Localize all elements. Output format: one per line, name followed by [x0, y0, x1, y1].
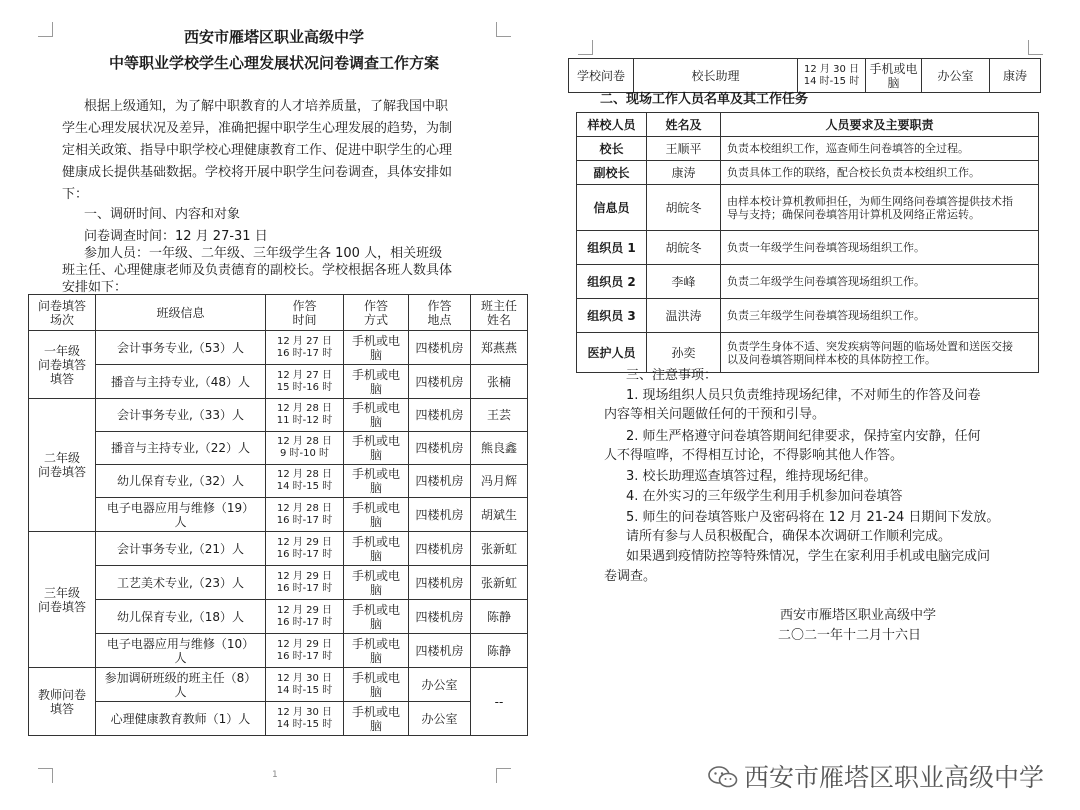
intro-line: 健康成长提供基础数据。学校将开展中职学生问卷调查，具体安排如	[62, 165, 453, 180]
mode-cell: 手机或电 脑	[344, 399, 409, 432]
name-cell: 胡皖冬	[647, 185, 721, 231]
header-role: 样校人员	[577, 113, 647, 137]
duty-cell: 负责二年级学生问卷填答现场组织工作。	[721, 265, 1039, 299]
intro-line: 下：	[62, 187, 89, 202]
duty-cell: 负责三年级学生问卷填答现场组织工作。	[721, 299, 1039, 333]
class-info: 播音与主持专业,（22）人	[96, 432, 266, 465]
group-cell-grade3: 三年级 问卷填答	[29, 532, 96, 668]
table-header-row	[577, 113, 1039, 137]
table-row	[577, 265, 1039, 299]
class-info: 幼儿保育专业,（18）人	[96, 600, 266, 634]
place-cell: 四楼机房	[409, 634, 471, 668]
time-cell: 12 月 28 日 9 时-10 时	[266, 432, 344, 465]
teacher-cell: 郑燕燕	[471, 331, 528, 365]
class-info: 会计事务专业,（21）人	[96, 532, 266, 566]
intro-line: 定相关政策、指导中职学校心理健康教育工作、促进中职学生的心理	[62, 143, 453, 158]
table-row	[569, 59, 1041, 93]
note-line: 3. 校长助理巡查填答过程，维持现场纪律。	[626, 469, 877, 484]
wechat-icon	[708, 765, 738, 787]
place-cell: 四楼机房	[409, 331, 471, 365]
table-row	[29, 600, 528, 634]
name-cell: 温洪涛	[647, 299, 721, 333]
role-cell: 校长	[577, 137, 647, 161]
class-info: 参加调研班级的班主任（8） 人	[96, 668, 266, 702]
role-cell: 医护人员	[577, 333, 647, 373]
teacher-cell: 张新虹	[471, 532, 528, 566]
mode-cell: 手机或电 脑	[344, 532, 409, 566]
teacher-cell: 张楠	[471, 365, 528, 399]
place-cell: 四楼机房	[409, 399, 471, 432]
time-cell: 12 月 27 日 15 时-16 时	[266, 365, 344, 399]
time-cell: 12 月 28 日 11 时-12 时	[266, 399, 344, 432]
table-row	[29, 668, 528, 702]
watermark-text: 西安市雁塔区职业高级中学	[743, 763, 1044, 792]
note-line: 请所有参与人员积极配合，确保本次调研工作顺利完成。	[626, 529, 952, 544]
note-line: 2. 师生严格遵守问卷填答期间纪律要求，保持室内安静，任何	[626, 429, 981, 444]
notes-heading: 三、注意事项：	[626, 368, 718, 383]
mode-cell: 手机或电 脑	[344, 365, 409, 399]
crop-mark	[1028, 40, 1043, 55]
mode-cell: 手机或电 脑	[344, 566, 409, 600]
intro-line: 根据上级通知，为了解中职教育的人才培养质量，了解我国中职	[84, 99, 449, 114]
time-cell: 12 月 28 日 14 时-15 时	[266, 465, 344, 498]
note-line: 4. 在外实习的三年级学生利用手机参加问卷填答	[626, 489, 903, 504]
intro-line: 学生心理发展状况及差异，准确把握中职学生心理发展的趋势，为制	[62, 121, 453, 136]
duty-cell: 由样本校计算机教师担任，为师生网络问卷填答提供技术指 导与支持；确保问卷填答用计算机及网络正常运转。	[721, 185, 1039, 231]
table-row	[29, 702, 528, 736]
time-cell: 12 月 29 日 16 时-17 时	[266, 532, 344, 566]
header-duty: 人员要求及主要职责	[721, 113, 1039, 137]
staff-table	[576, 112, 1039, 373]
teacher-cell: 康涛	[990, 59, 1041, 93]
mode-cell: 手机或电 脑	[344, 432, 409, 465]
schedule-table	[28, 294, 528, 736]
teacher-cell: 张新虹	[471, 566, 528, 600]
class-info: 会计事务专业,（53）人	[96, 331, 266, 365]
header-mode: 作答 方式	[344, 295, 409, 331]
crop-mark	[496, 768, 511, 783]
teacher-cell: 冯月辉	[471, 465, 528, 498]
role-cell: 组织员 2	[577, 265, 647, 299]
participants-line: 安排如下：	[62, 280, 128, 295]
duty-cell: 负责一年级学生问卷填答现场组织工作。	[721, 231, 1039, 265]
place-cell: 四楼机房	[409, 498, 471, 532]
crop-mark	[578, 40, 593, 55]
place-cell: 四楼机房	[409, 532, 471, 566]
role-cell: 信息员	[577, 185, 647, 231]
watermark	[708, 758, 1044, 794]
teacher-cell: 陈静	[471, 634, 528, 668]
group-cell-grade2: 二年级 问卷填答	[29, 399, 96, 532]
role-cell: 组织员 1	[577, 231, 647, 265]
class-info: 播音与主持专业,（48）人	[96, 365, 266, 399]
mode-cell: 手机或电 脑	[344, 331, 409, 365]
table-row	[577, 299, 1039, 333]
role-cell: 副校长	[577, 161, 647, 185]
class-info: 校长助理	[634, 59, 798, 93]
header-session: 问卷填答 场次	[29, 295, 96, 331]
header-class-info: 班级信息	[96, 295, 266, 331]
page-number: 1	[272, 770, 278, 780]
table-row	[29, 331, 528, 365]
place-cell: 四楼机房	[409, 465, 471, 498]
teacher-cell: 胡斌生	[471, 498, 528, 532]
document-subtitle: 中等职业学校学生心理发展状况问卷调查工作方案	[108, 54, 439, 72]
name-cell: 王顺平	[647, 137, 721, 161]
duty-cell: 负责具体工作的联络，配合校长负责本校组织工作。	[721, 161, 1039, 185]
signature-date: 二〇二一年十二月十六日	[778, 628, 922, 643]
crop-mark	[38, 768, 53, 783]
duty-cell: 负责本校组织工作，巡查师生问卷填答的全过程。	[721, 137, 1039, 161]
table-row	[29, 465, 528, 498]
mode-cell: 手机或电 脑	[866, 59, 922, 93]
time-cell: 12 月 30 日 14 时-15 时	[266, 702, 344, 736]
mode-cell: 手机或电 脑	[344, 498, 409, 532]
time-cell: 12 月 29 日 16 时-17 时	[266, 600, 344, 634]
table-row	[29, 634, 528, 668]
time-cell: 12 月 30 日 14 时-15 时	[798, 59, 866, 93]
survey-time: 问卷调查时间：12 月 27-31 日	[84, 229, 268, 244]
header-name: 姓名及	[647, 113, 721, 137]
note-line: 内容等相关问题做任何的干预和引导。	[604, 407, 826, 422]
teacher-cell: 王芸	[471, 399, 528, 432]
role-cell: 组织员 3	[577, 299, 647, 333]
table-row	[577, 231, 1039, 265]
header-time: 作答 时间	[266, 295, 344, 331]
table-row	[577, 161, 1039, 185]
class-info: 电子电器应用与维修（10） 人	[96, 634, 266, 668]
name-cell: 孙奕	[647, 333, 721, 373]
duty-cell: 负责学生身体不适、突发疾病等问题的临场处置和送医交接 以及问卷填答期间样本校的具体防控工作。	[721, 333, 1039, 373]
time-cell: 12 月 27 日 16 时-17 时	[266, 331, 344, 365]
table-row	[29, 399, 528, 432]
table-row	[29, 498, 528, 532]
time-cell: 12 月 28 日 16 时-17 时	[266, 498, 344, 532]
time-cell: 12 月 29 日 16 时-17 时	[266, 566, 344, 600]
session-cell: 学校问卷	[569, 59, 634, 93]
teacher-cell: 陈静	[471, 600, 528, 634]
mode-cell: 手机或电 脑	[344, 465, 409, 498]
note-line: 5. 师生的问卷填答账户及密码将在 12 月 21-24 日期间下发放。	[626, 510, 1000, 525]
header-teacher: 班主任 姓名	[471, 295, 528, 331]
place-cell: 办公室	[922, 59, 990, 93]
time-cell: 12 月 30 日 14 时-15 时	[266, 668, 344, 702]
mode-cell: 手机或电 脑	[344, 600, 409, 634]
table-row	[29, 566, 528, 600]
place-cell: 办公室	[409, 668, 471, 702]
table-header-row	[29, 295, 528, 331]
note-line: 如果遇到疫情防控等特殊情况，学生在家利用手机或电脑完成问	[626, 549, 991, 564]
class-info: 幼儿保育专业,（32）人	[96, 465, 266, 498]
group-cell-teachers: 教师问卷 填答	[29, 668, 96, 736]
note-line: 1. 现场组织人员只负责维持现场纪律，不对师生的作答及问卷	[626, 388, 981, 403]
note-line: 人不得喧哗，不得相互讨论，不得影响其他人作答。	[604, 448, 904, 463]
teacher-cell: --	[471, 668, 528, 736]
name-cell: 李峰	[647, 265, 721, 299]
section-heading: 二、现场工作人员名单及其工作任务	[600, 92, 809, 107]
mode-cell: 手机或电 脑	[344, 668, 409, 702]
note-line: 卷调查。	[604, 569, 657, 584]
place-cell: 四楼机房	[409, 566, 471, 600]
teacher-cell: 熊良鑫	[471, 432, 528, 465]
class-info: 电子电器应用与维修（19） 人	[96, 498, 266, 532]
header-place: 作答 地点	[409, 295, 471, 331]
table-row	[29, 432, 528, 465]
time-cell: 12 月 29 日 16 时-17 时	[266, 634, 344, 668]
signature-school: 西安市雁塔区职业高级中学	[780, 608, 937, 623]
table-row	[577, 137, 1039, 161]
class-info: 心理健康教育教师（1）人	[96, 702, 266, 736]
mode-cell: 手机或电 脑	[344, 702, 409, 736]
place-cell: 四楼机房	[409, 365, 471, 399]
school-questionnaire-table	[568, 58, 1041, 93]
participants-line: 班主任、心理健康老师及负责德育的副校长。学校根据各班人数具体	[62, 263, 453, 278]
class-info: 会计事务专业,（33）人	[96, 399, 266, 432]
name-cell: 胡皖冬	[647, 231, 721, 265]
class-info: 工艺美术专业,（23）人	[96, 566, 266, 600]
table-row	[29, 532, 528, 566]
right-page	[548, 0, 1080, 810]
document-title: 西安市雁塔区职业高级中学	[183, 28, 364, 46]
place-cell: 四楼机房	[409, 432, 471, 465]
name-cell: 康涛	[647, 161, 721, 185]
section-heading: 一、调研时间、内容和对象	[84, 207, 241, 222]
table-row	[577, 185, 1039, 231]
participants-line: 参加人员：一年级、二年级、三年级学生各 100 人，相关班级	[84, 246, 443, 261]
place-cell: 四楼机房	[409, 600, 471, 634]
group-cell-grade1: 一年级 问卷填答 填答	[29, 331, 96, 399]
mode-cell: 手机或电 脑	[344, 634, 409, 668]
table-row	[29, 365, 528, 399]
place-cell: 办公室	[409, 702, 471, 736]
